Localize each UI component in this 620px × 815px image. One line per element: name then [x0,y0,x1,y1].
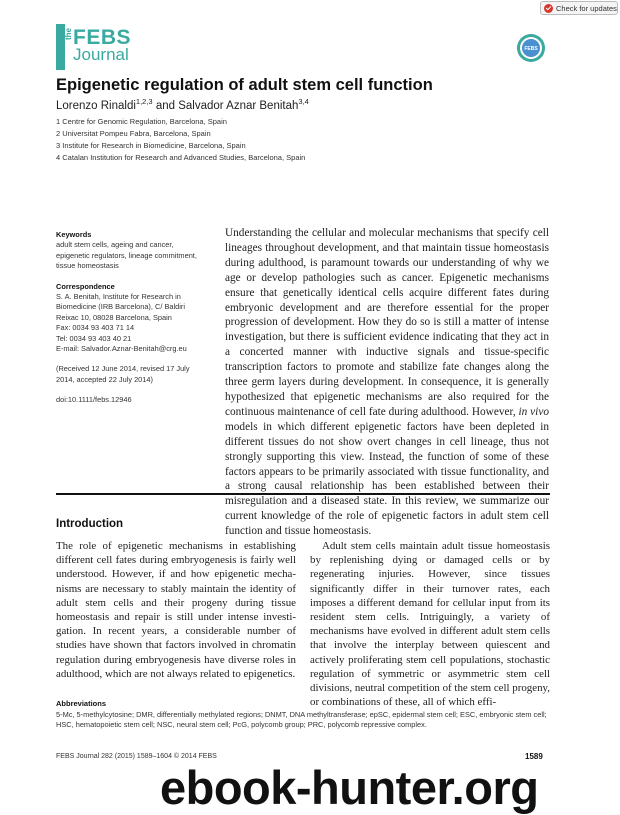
abbreviations-heading: Abbreviations [56,699,107,708]
introduction-heading: Introduction [56,518,124,530]
keywords-line: adult stem cells, ageing and cancer, [56,240,174,250]
affiliation: 3 Institute for Research in Biomedicine, Barcelona, Spain [56,141,246,150]
introduction-right-column: Adult stem cells maintain adult tissue homeostasis by replenishing dying or damaged cells or by regenerating injuries. However, since tissues significantly differ in their turnover rates, each imposes a different demand for cellular input from its resident stem cells. Intriguingly, a variety of mechanisms have evolved in different adult stem cells that involve the interplay between quiescent and actively proliferating stem cell populations, stochastic regulation of symmetric or asymmetric stem cell divisions, neutral competition of the stem cell progeny, or combinations of these, all of which effi- [310,540,550,709]
received-dates: 2014, accepted 22 July 2014) [56,374,153,384]
abstract-text: models in which different epigenetic factors have been depleted in different tissues do not show overt changes in cell lineage, thus not strongly supporting this view. Instead, the function of some of these factors appears to be primarily associated with tissue functionality, and a strong causal relationship has been established between their misregulation and a diseased state. In this review, we summarize our current knowledge of the role of epigenetic factors in adult stem cell function and tissue homeostasis. [225,420,549,538]
keywords-line: tissue homeostasis [56,261,119,271]
correspondence-line: Tel: 0034 93 403 40 21 [56,333,132,343]
author-connector: and [155,99,175,112]
section-divider [56,493,550,495]
correspondence-heading: Correspondence [56,281,115,291]
author-list [56,97,309,112]
febs-badge-icon [516,33,546,63]
doi[interactable]: doi:10.1111/febs.12946 [56,395,132,405]
author-affiliation-marks: 1,2,3 [135,97,153,106]
footer-citation: FEBS Journal 282 (2015) 1589–1604 © 2014 FEBS [56,753,217,760]
received-dates: (Received 12 June 2014, revised 17 July [56,364,190,374]
paper-title: Epigenetic regulation of adult stem cell function [56,76,433,94]
abstract-text: Understanding the cellular and molecular mechanisms that specify cell lineages throughout development, and that maintain tissue homeostasis during adulthood, is paramount towards our understanding of why we age or develop pathologies such as cancer. Epigenetic mechanisms ensure that genetically identical cells acquire different fates during embryonic development and are therefore essential for the proper progression of development. How they do so is still a matter of intense investigation, but there is sufficient evidence indicating that they act in a concerted manner with inductive signals and tissue-specific transcription factors to promote and stabilize fate changes along the three germ layers during development. In consequence, it is generally hypothesized that epigenetic mechanisms are also required for the continuous maintenance of cell fate during adulthood. However, [225,227,549,418]
page-number: 1589 [525,752,543,761]
article-info-sidebar [56,230,216,406]
correspondence-line: S. A. Benitah, Institute for Research in [56,292,181,302]
author-name: Salvador Aznar Benitah [178,99,299,112]
affiliation: 4 Catalan Institution for Research and Advanced Studies, Barcelona, Spain [56,153,306,162]
febs-badge-text: FEBS [524,46,538,52]
correspondence-line: Fax: 0034 93 403 71 14 [56,323,135,333]
abstract-italic: in vivo [518,405,549,418]
affiliation: 2 Universitat Pompeu Fabra, Barcelona, Spain [56,129,211,138]
keywords-heading: Keywords [56,230,92,239]
author-affiliation-marks: 3,4 [298,97,309,106]
check-updates-icon [544,4,553,13]
correspondence-email: E-mail: Salvador.Aznar-Benitah@crg.eu [56,344,187,354]
author-name: Lorenzo Rinaldi [56,99,136,112]
check-for-updates-button[interactable] [540,1,618,15]
correspondence-line: Biomedicine (IRB Barcelona), C/ Baldiri [56,302,185,312]
check-for-updates-label: Check for updates [556,4,617,13]
journal-logo-journal: Journal [73,45,129,64]
correspondence-line: Reixac 10, 08028 Barcelona, Spain [56,312,172,322]
journal-logo-the: the [64,28,73,40]
introduction-left-column: The role of epigenetic mechanisms in establishing different cell fates during embryogenesis is fairly well understood. However, if and how epigenetic mechanisms are necessary to stably maintain the identity of adult stem cells and their progeny during tissue homeostasis and repair is still under intense investigation. In recent years, a considerable number of studies have shown that factors involved in chromatin regulation during embryogenesis have diverse roles in adulthood, which are not always related to epigenetics. [56,540,296,680]
affiliation: 1 Centre for Genomic Regulation, Barcelona, Spain [56,117,227,126]
journal-logo-febs: FEBS [73,26,132,49]
keywords-line: epigenetic regulators, lineage commitment, [56,250,197,260]
abbreviations-text: 5-Mc, 5-methylcytosine; DMR, differentially methylated regions; DNMT, DNA methyltransferase; epSC, epidermal stem cell; ESC, embryonic stem cell; HSC, hematopoietic stem cell; NSC, neural stem cell; PcG, polycomb group; PRC, polycomb repressive complex. [56,710,547,730]
watermark: ebook-hunter.org [160,761,539,814]
